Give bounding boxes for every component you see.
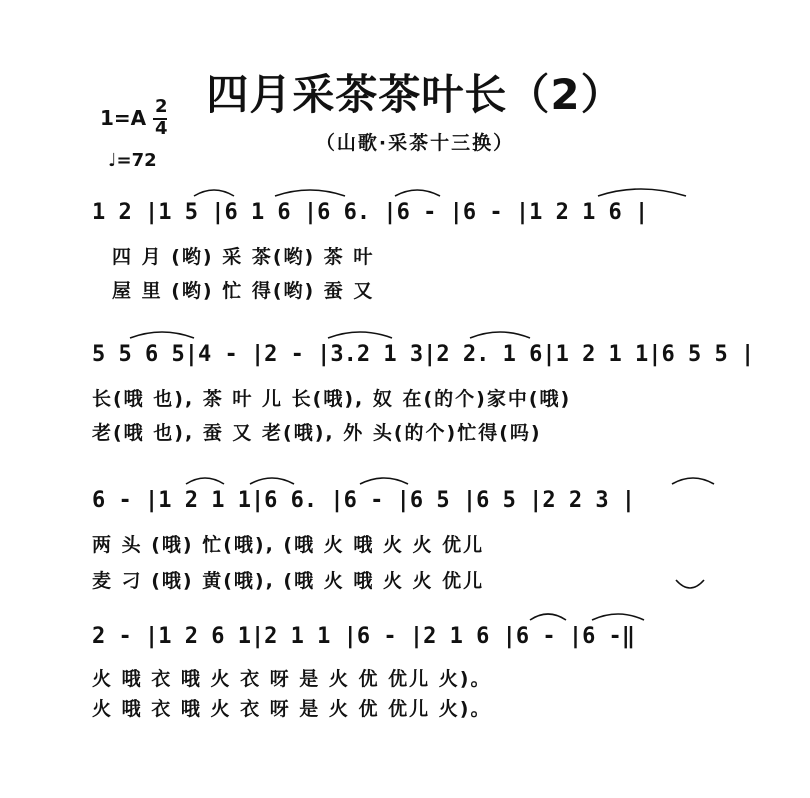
notation-row-1: 1 2 |1 5 |6 1 6 |6 6. |6 - |6 - |1 2 1 6 | <box>92 200 649 225</box>
notation-row-2: 5 5 6 5|4 - |2 - |3.2 1 3|2 2. 1 6|1 2 1 1|6 5 5 | <box>92 342 755 367</box>
page-title: 四月采茶茶叶长（2） <box>206 70 624 119</box>
slur <box>672 478 714 484</box>
lyric-row-3-verse-2: 麦 刁 (哦) 黄(哦), (哦 火 哦 火 火 优儿 <box>92 570 485 592</box>
lyric-row-2-verse-1: 长(哦 也), 茶 叶 儿 长(哦), 奴 在(的个)家中(哦) <box>92 388 572 410</box>
slur <box>328 332 392 338</box>
slur <box>395 190 440 196</box>
time-signature-numerator: 2 <box>155 96 168 117</box>
slur <box>470 332 530 338</box>
slur <box>194 190 234 196</box>
page-subtitle: （山歌·采茶十三换） <box>315 132 515 154</box>
slur <box>250 478 294 484</box>
slur <box>676 580 704 588</box>
notation-row-4: 2 - |1 2 6 1|2 1 1 |6 - |2 1 6 |6 - |6 -‖ <box>92 624 636 649</box>
lyric-row-1-verse-2: 屋 里 (哟) 忙 得(哟) 蚕 又 <box>112 280 375 302</box>
slur <box>360 478 408 484</box>
slur <box>530 614 566 620</box>
lyric-row-4-verse-1: 火 哦 衣 哦 火 衣 呀 是 火 优 优儿 火)。 <box>92 668 492 690</box>
slur <box>186 478 224 484</box>
lyric-row-3-verse-1: 两 头 (哦) 忙(哦), (哦 火 哦 火 火 优儿 <box>92 534 485 556</box>
slur <box>275 190 345 196</box>
lyric-row-4-verse-2: 火 哦 衣 哦 火 衣 呀 是 火 优 优儿 火)。 <box>92 698 492 720</box>
time-signature-denominator: 4 <box>155 118 168 139</box>
tempo-marking: ♩=72 <box>108 150 157 171</box>
slur <box>598 189 686 196</box>
lyric-row-1-verse-1: 四 月 (哟) 采 茶(哟) 茶 叶 <box>112 246 375 268</box>
slur <box>592 614 644 620</box>
slur <box>130 332 194 338</box>
key-signature: 1=A <box>100 106 147 130</box>
lyric-row-2-verse-2: 老(哦 也), 蚕 又 老(哦), 外 头(的个)忙得(吗) <box>92 422 542 444</box>
notation-row-3: 6 - |1 2 1 1|6 6. |6 - |6 5 |6 5 |2 2 3 | <box>92 488 636 513</box>
